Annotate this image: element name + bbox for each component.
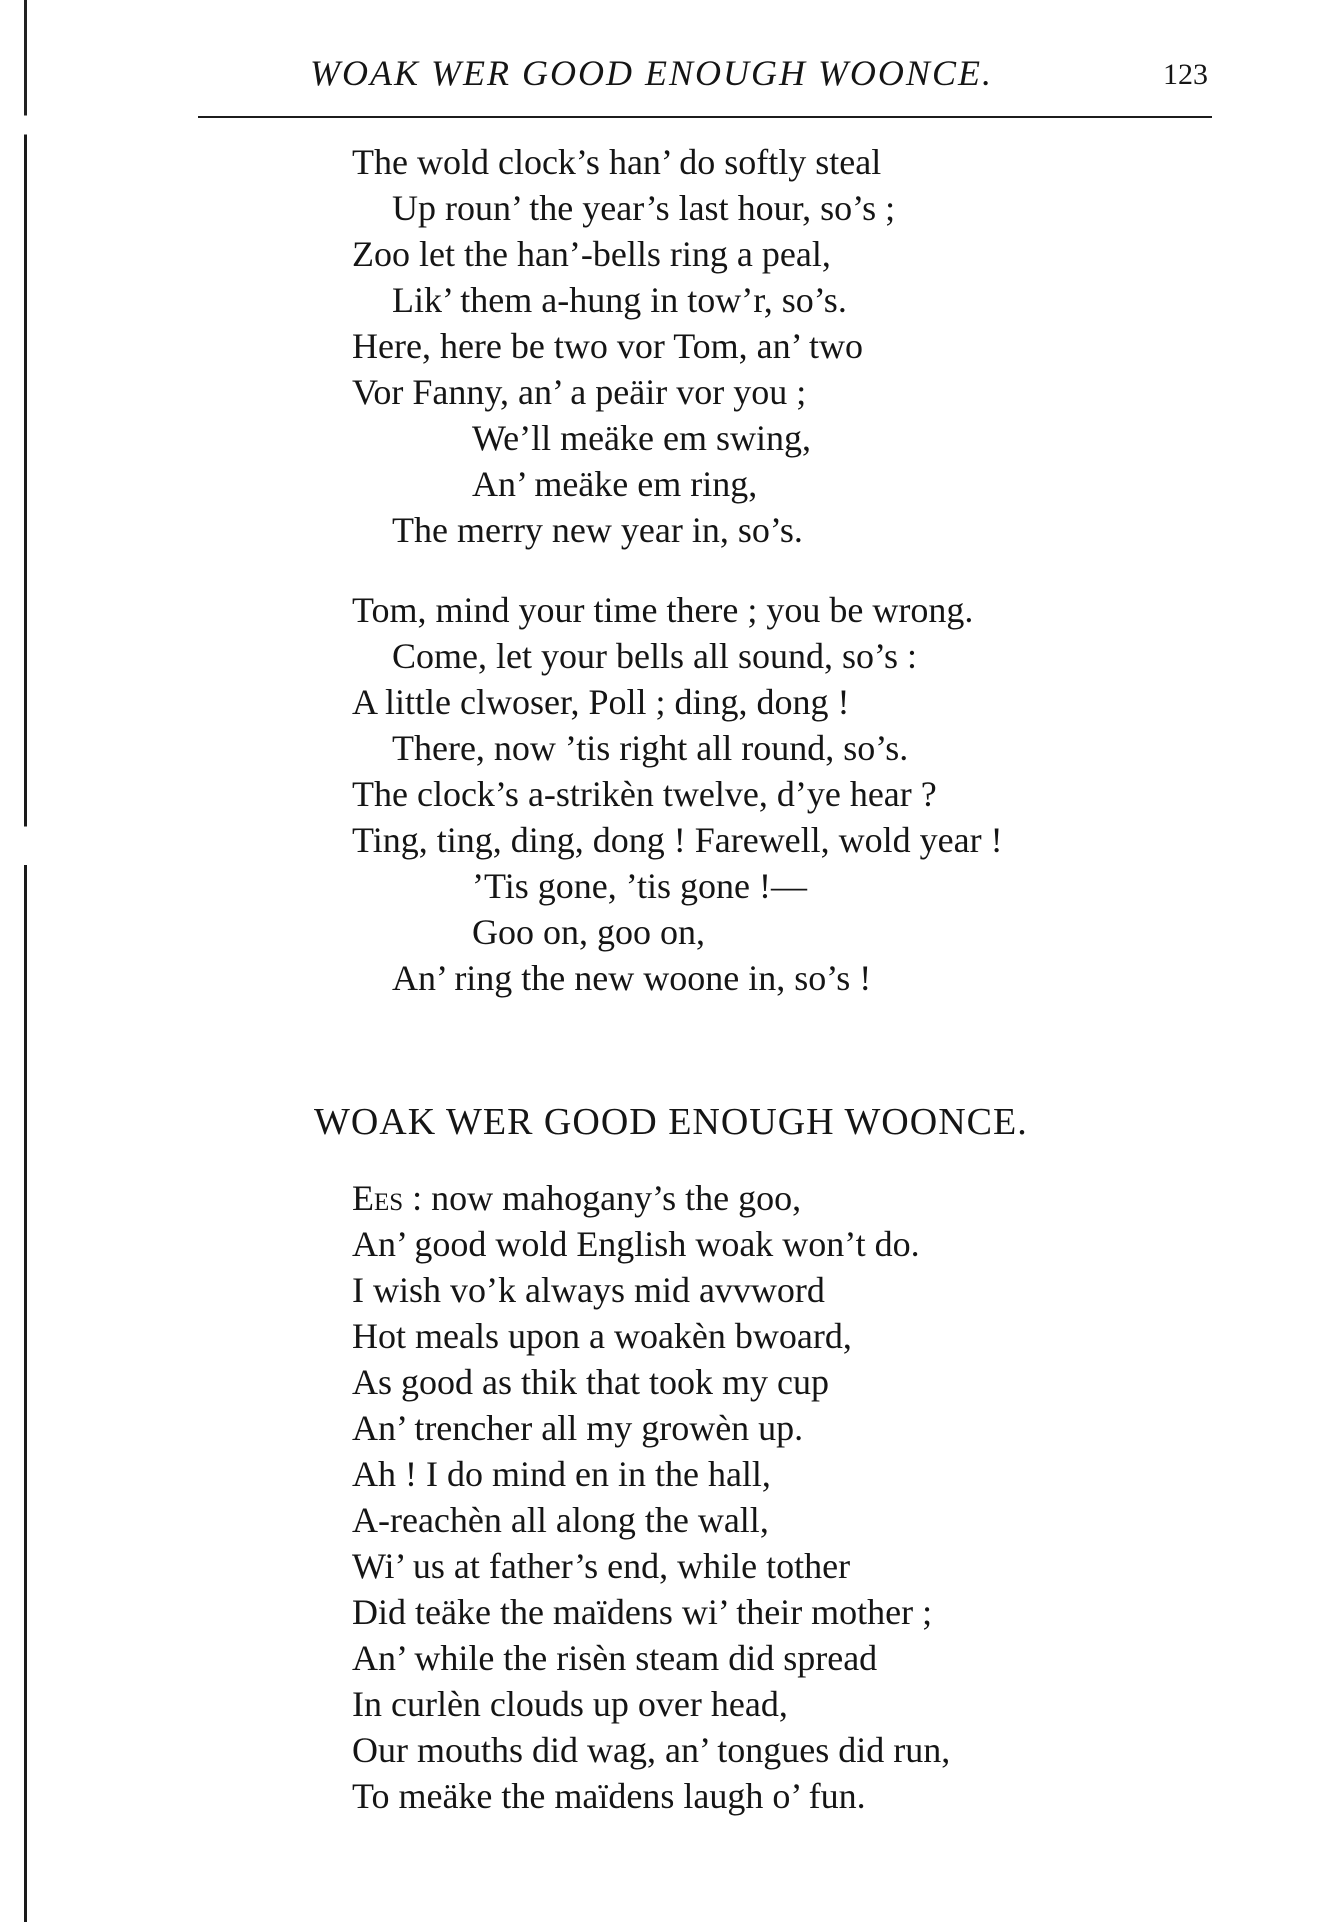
poem-line: As good as thik that took my cup: [352, 1362, 829, 1402]
poem-line: Did teäke the maïdens wi’ their mother ;: [352, 1592, 933, 1632]
poem-line: Come, let your bells all sound, so’s :: [392, 636, 917, 676]
poem-line: ’Tis gone, ’tis gone !—: [472, 866, 808, 906]
poem-line: An’ good wold English woak won’t do.: [352, 1224, 920, 1264]
poem-line: Wi’ us at father’s end, while tother: [352, 1546, 851, 1586]
poem-line: There, now ’tis right all round, so’s.: [392, 728, 909, 768]
poem-line: Ting, ting, ding, dong ! Farewell, wold year !: [352, 820, 1003, 860]
poem-line: An’ trencher all my growèn up.: [352, 1408, 804, 1448]
header-rule: [198, 116, 1212, 118]
poem-line: The clock’s a-strikèn twelve, d’ye hear ?: [352, 774, 937, 814]
poem-line: An’ while the risèn steam did spread: [352, 1638, 878, 1678]
poem-line: An’ ring the new woone in, so’s !: [392, 958, 872, 998]
binding-edge: [24, 0, 27, 1922]
running-title: WOAK WER GOOD ENOUGH WOONCE.: [310, 53, 993, 93]
poem-line: Lik’ them a-hung in tow’r, so’s.: [392, 280, 847, 320]
poem-line: An’ meäke em ring,: [472, 464, 758, 504]
poem-line: Vor Fanny, an’ a peäir vor you ;: [352, 372, 807, 412]
poem-line: Tom, mind your time there ; you be wrong.: [352, 590, 974, 630]
poem-line: Goo on, goo on,: [472, 912, 705, 952]
poem-line: Zoo let the han’-bells ring a peal,: [352, 234, 831, 274]
poem-first-line: [352, 1176, 801, 1220]
poem-line: Hot meals upon a woakèn bwoard,: [352, 1316, 852, 1356]
poem-line: We’ll meäke em swing,: [472, 418, 811, 458]
poem-line: Up roun’ the year’s last hour, so’s ;: [392, 188, 896, 228]
poem-line: A little clwoser, Poll ; ding, dong !: [352, 682, 850, 722]
poem-line: The wold clock’s han’ do softly steal: [352, 142, 882, 182]
poem-line: I wish vo’k always mid avvword: [352, 1270, 825, 1310]
poem-title: WOAK WER GOOD ENOUGH WOONCE.: [314, 1101, 1028, 1143]
first-line-rest: : now mahogany’s the goo,: [403, 1178, 802, 1218]
poem-line: Our mouths did wag, an’ tongues did run,: [352, 1730, 951, 1770]
poem-line: In curlèn clouds up over head,: [352, 1684, 788, 1724]
poem-line: The merry new year in, so’s.: [392, 510, 803, 550]
poem-line: Ah ! I do mind en in the hall,: [352, 1454, 771, 1494]
page-number: 123: [1163, 58, 1208, 91]
poem-line: Here, here be two vor Tom, an’ two: [352, 326, 863, 366]
poem-line: To meäke the maïdens laugh o’ fun.: [352, 1776, 866, 1816]
first-word: Ees: [352, 1178, 404, 1218]
poem-line: A-reachèn all along the wall,: [352, 1500, 769, 1540]
